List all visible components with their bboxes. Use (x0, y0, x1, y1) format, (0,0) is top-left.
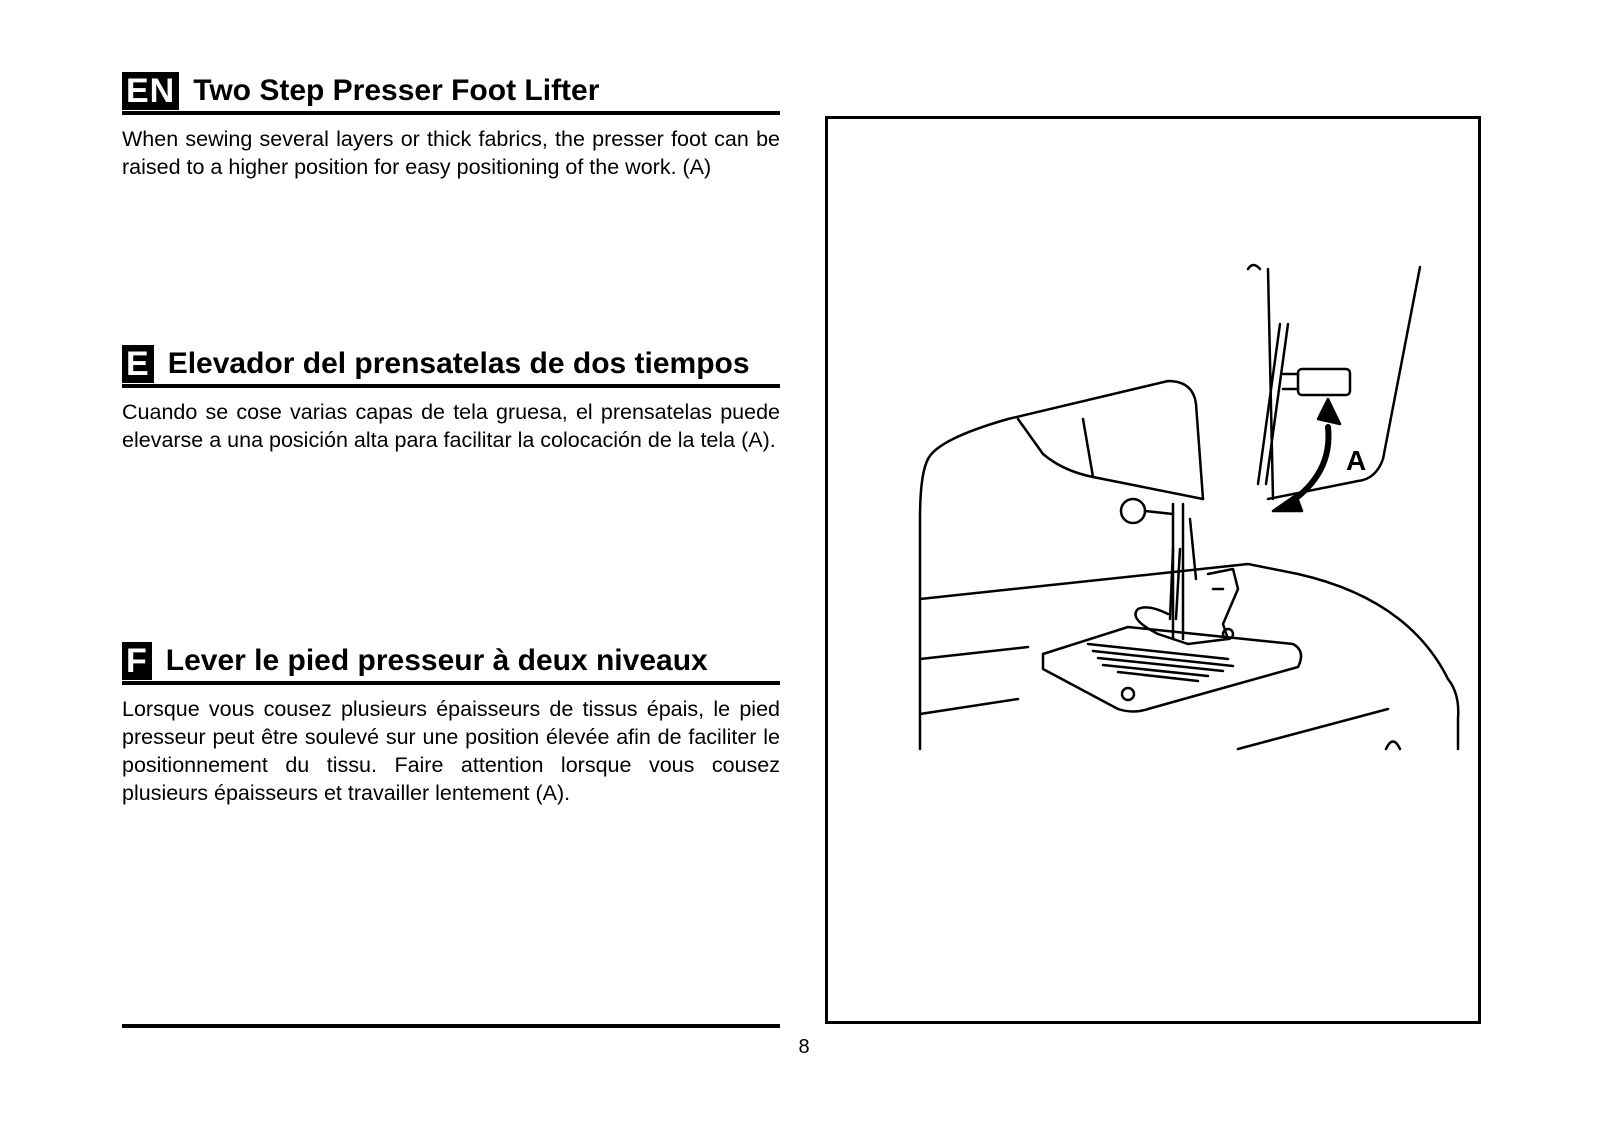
section-title-fr: Lever le pied presseur à deux niveaux (165, 644, 708, 677)
section-french (122, 642, 780, 807)
section-title-en: Two Step Presser Foot Lifter (193, 74, 600, 107)
section-heading (122, 345, 780, 388)
language-badge-en: EN (122, 72, 179, 110)
section-body-es: Cuando se cose varias capas de tela gruesa, el prensatelas puede elevarse a una posición alta para facilitar la colocación de la tela (A). (122, 400, 780, 452)
section-heading (122, 72, 780, 115)
section-title-es: Elevador del prensatelas de dos tiempos (167, 347, 750, 380)
figure-label-a: A (1346, 445, 1367, 476)
section-body-en: When sewing several layers or thick fabrics, the presser foot can be raised to a higher position for easy positioning of the work. (A) (122, 127, 780, 179)
section-body-fr: Lorsque vous cousez plusieurs épaisseurs de tissus épais, le pied presseur peut être soulevé sur une position élevée afin de faciliter le positionnement du tissu. Faire attention lorsque vous cousez plusieurs épaisseurs et travailler lentement (A). (122, 697, 780, 805)
language-badge-fr: F (122, 642, 152, 680)
page-number: 8 (798, 1036, 810, 1058)
section-english (122, 72, 780, 181)
figure-frame (825, 116, 1481, 1024)
bottom-divider (122, 1024, 780, 1028)
section-spanish (122, 345, 780, 454)
section-heading (122, 642, 780, 685)
language-badge-es: E (122, 345, 154, 383)
sewing-machine-presser-foot-illustration-icon (828, 119, 1478, 1021)
